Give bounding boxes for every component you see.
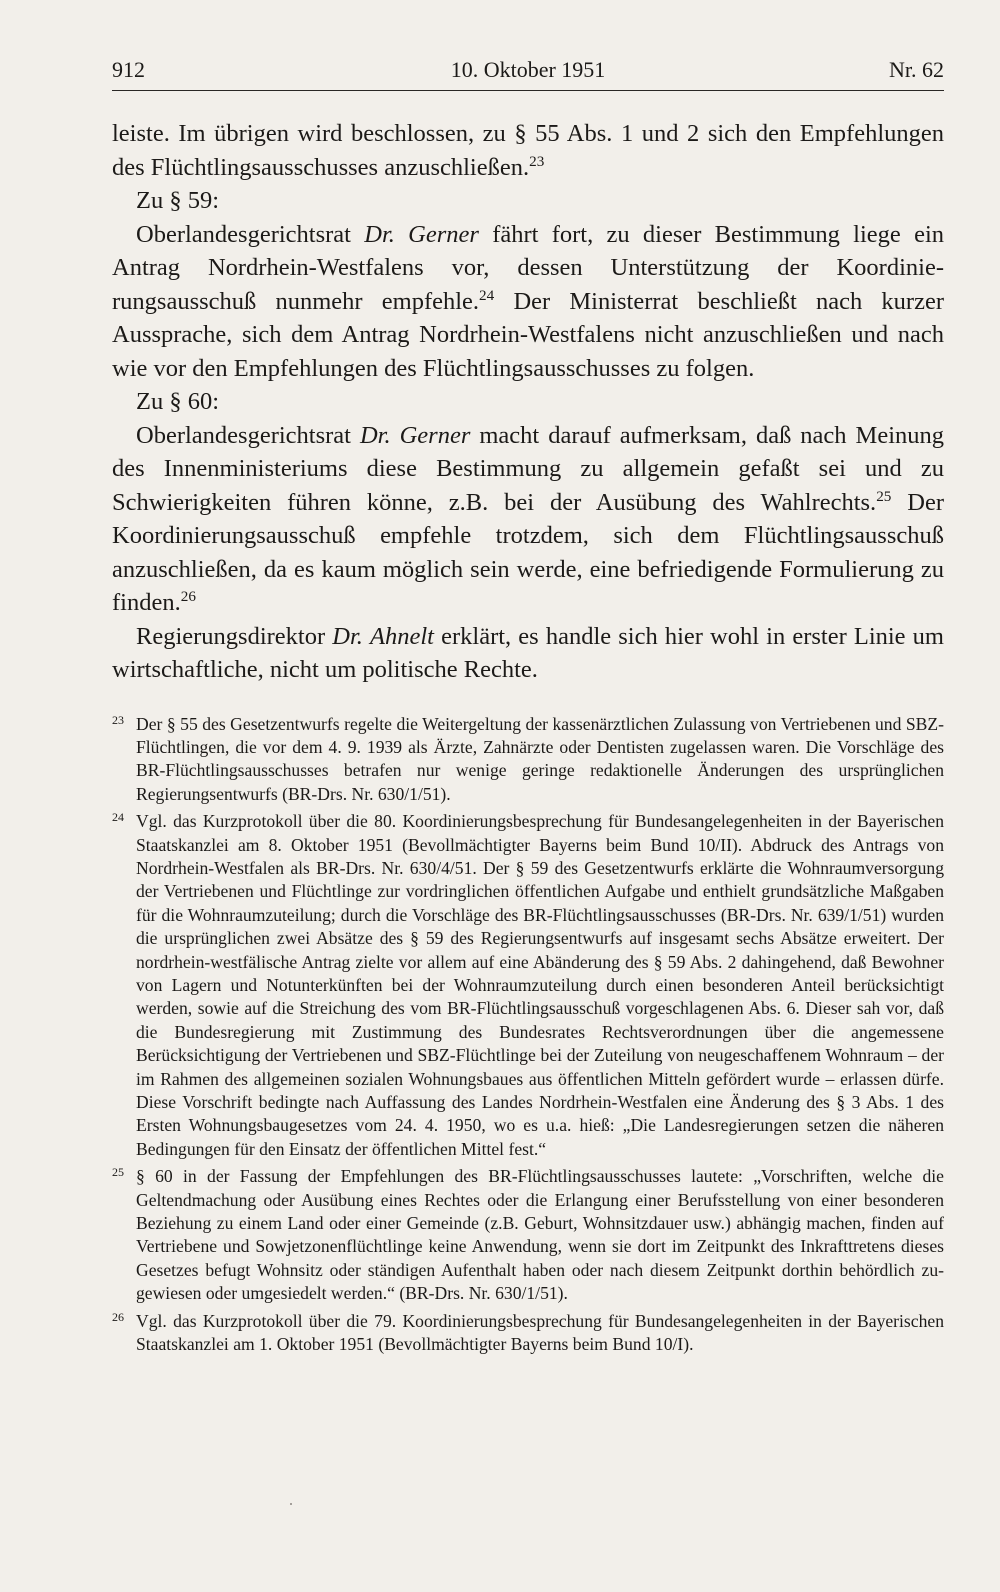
speaker-title: Dr.	[332, 622, 363, 650]
section-heading-59: Zu § 59:	[136, 187, 220, 214]
issue-number: Nr. 62	[889, 57, 944, 82]
header-date: 10. Oktober 1951	[450, 57, 606, 82]
footnote-ref-25[interactable]: 25	[876, 487, 892, 505]
speaker-title: Dr.	[364, 220, 395, 248]
paper-speck	[290, 1503, 292, 1505]
footnote-25	[112, 1165, 944, 1305]
speaker-title: Dr.	[359, 421, 391, 449]
running-header	[112, 56, 944, 91]
speaker-name: Ahnelt	[370, 622, 434, 650]
footnote-number: 25	[112, 1165, 124, 1180]
section-heading-60: Zu § 60:	[136, 388, 220, 415]
footnote-ref-26[interactable]: 26	[180, 587, 196, 605]
paragraph-2: Oberlandesgerichtsrat Dr. Gerner fährt fort, zu dieser Bestimmung liege ein Antrag Nordrhein-Westfalens vor, dessen Unterstützung der Koordinierungsausschuß nunmehr empfehle.$^{24}$ Der Ministerrat beschließt nach kurzer Aussprache, sich dem Antrag Nordrhein-Westfalens nicht anzuschließen und nach wie vor den Empfehlungen des Flüchtlingsausschusses zu folgen.	[112, 220, 945, 382]
footnote-text: § 60 in der Fassung der Empfehlungen des BR-Flüchtlingsausschusses lautete: „Vorschriften, welche die Geltendmachung oder Ausübung eines Rechtes oder die Erlangung einer Berufsstellung von einer besonderen Beziehung zu einem Land oder einer Gemeinde (z.B. Geburt, Wohnsitzdauer usw.) abhängig machen, finden auf Vertriebene und Sowjetzonenflüchtlinge keine Anwendung, wenn sie dort im Zeitpunkt des Inkrafttretens dieses Gesetzes befugt Wohnsitz oder ständigen Aufenthalt haben oder nach diesem Zeitpunkt dorthin behördlich zugewiesen oder umgesiedelt werden.“ (BR-Drs. Nr. 630/1/51).	[136, 1166, 944, 1304]
speaker-name: Gerner	[408, 220, 479, 248]
footnote-26	[112, 1310, 944, 1357]
footnote-text: Vgl. das Kurzprotokoll über die 80. Koordinierungsbesprechung für Bundesangelegenheiten in der Bayerischen Staatskanzlei am 8. Oktober 1951 (Bevollmächtigter Bayerns beim Bund 10/II). Abdruck des Antrags von Nordrhein-Westfalen als BR-Drs. Nr. 630/4/51. Der § 59 des Gesetzentwurfs erklärte die Wohnraumversorgung der Vertriebenen und Flüchtlinge zur vordringlichen öffentlichen Aufgabe und enthielt grundsätzliche Maßgaben für die Wohnraumzuteilung; durch die Vorschläge des BR-Flüchtlingsausschusses (BR-Drs. Nr. 639/1/51) wurden die ursprünglichen zwei Absätze des § 59 des Regierungsentwurfs auf insgesamt sechs Absätze erweitert. Der nordrhein-westfälische Antrag zielte vor allem auf eine Abänderung des § 59 Abs. 2 dahingehend, daß Bewohner von Lagern und Notunterkünften bei der Wohnraumzuteilung durch einen besonderen Anteil berücksichtigt werden, sowie auf die Streichung des vom BR-Flüchtlingsausschuß vorgeschlagenen Abs. 6. Dieser sah vor, daß die Bundesregierung mit Zustimmung des Bundesrates Rechtsverordnungen über die angemessene Berücksichtigung der Vertriebenen und SBZ-Flüchtlinge bei der Zuteilung von neugeschaffenem Wohnraum – der im Rahmen des allgemeinen sozialen Wohnungsbaues aus öffentlichen Mitteln gefördert wurde – erlassen dürfe. Diese Vorschrift bedingte nach Auffassung des Landes Nordrhein-Westfalen eine Änderung des § 3 Abs. 1 des Ersten Wohnungsbaugesetzes vom 24. 4. 1950, wo es u.a. hieß: „Die Landesregierungen setzen die näheren Bedingungen für den Einsatz der öffentlichen Mittel fest.“	[136, 811, 944, 1159]
document-page	[112, 56, 944, 1360]
footnote-23	[112, 713, 944, 807]
footnotes	[112, 713, 944, 1357]
footnote-ref-24[interactable]: 24	[479, 286, 495, 304]
footnote-number: 26	[112, 1309, 124, 1324]
footnote-24	[112, 810, 944, 1161]
footnote-text: Der § 55 des Gesetzentwurfs regelte die Weitergeltung der kassenärztlichen Zulassung von Vertriebenen und SBZ-Flüchtlingen, die vor dem 4. 9. 1939 als Ärzte, Zahnärzte oder Dentisten zugelassen waren. Die Vorschläge des BR-Flüchtlingsausschusses betrafen nur wenige geringe redaktionelle Änderungen des ursprünglichen Regierungsentwurfs (BR-Drs. Nr. 630/1/51).	[136, 713, 944, 804]
footnote-text: Vgl. das Kurzprotokoll über die 79. Koordinierungsbesprechung für Bundesangelegenheiten in der Bayerischen Staatskanzlei am 1. Oktober 1951 (Bevollmächtigter Bayerns beim Bund 10/I).	[136, 1310, 944, 1355]
paragraph-3: Oberlandesgerichtsrat Dr. Gerner macht darauf aufmerksam, daß nach Meinung des Innenministeriums diese Bestimmung zu allgemein gefaßt sei und zu Schwierigkeiten führen könne, z.B. bei der Ausübung des Wahlrechts.$^{25}$ Der Koordinierungsausschuß empfehle trotzdem, sich dem Flüchtlingsausschuß anzuschließen, da es kaum möglich sein werde, eine befriedigende Formulierung zu finden.$^{26}$	[112, 421, 945, 616]
footnote-number: 24	[112, 810, 124, 825]
body-text	[112, 117, 944, 687]
page-number: 912	[112, 57, 145, 82]
paragraph-4: Regierungsdirektor Dr. Ahnelt erklärt, es handle sich hier wohl in erster Linie um wirtschaftliche, nicht um politische Rechte.	[112, 622, 944, 683]
footnote-number: 23	[112, 712, 124, 727]
paragraph-1: leiste. Im übrigen wird beschlossen, zu § 55 Abs. 1 und 2 sich den Empfehlungen des Flüchtlingsausschusses anzuschließen.$^{23}$	[112, 120, 944, 181]
footnote-ref-23[interactable]: 23	[529, 152, 545, 170]
speaker-name: Gerner	[399, 421, 471, 449]
